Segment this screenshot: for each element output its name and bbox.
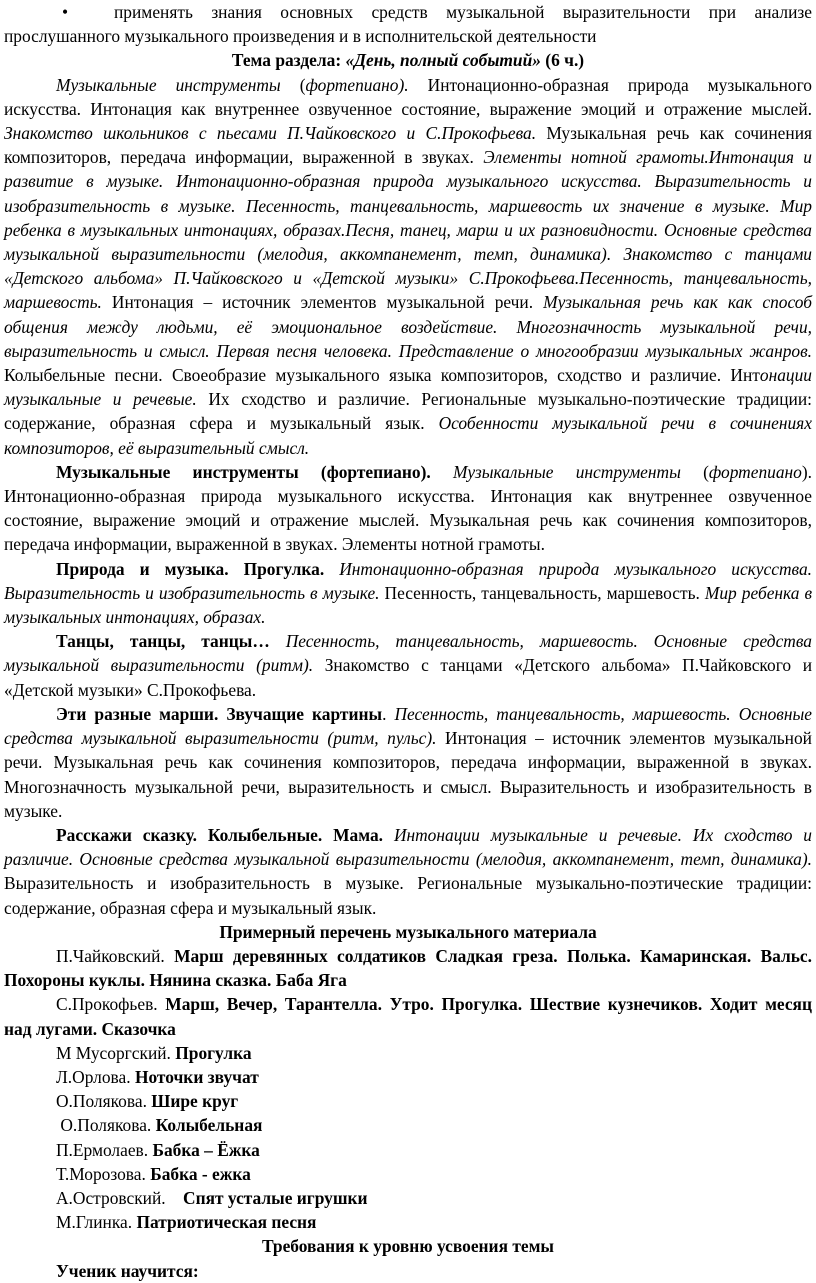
text-span: Мир ребенка в музыкальных интонациях, образах. [4, 582, 812, 628]
works-list: Шире круг [151, 1091, 239, 1112]
composer-name: М.Глинка. [56, 1212, 137, 1233]
repertoire-item [4, 1210, 812, 1234]
paragraph-instruments [4, 460, 812, 557]
text-span: онации музыкальные и речевые. [4, 365, 812, 410]
repertoire-item [4, 944, 812, 992]
works-list: Патриотическая песня [136, 1212, 317, 1233]
works-list: Колыбельная [155, 1115, 263, 1136]
works-list: Спят усталые игрушки [183, 1187, 368, 1208]
text-span: Песенность, танцевальность, маршевость. Основные средства музыкальной выразительности (ритм). [4, 631, 812, 676]
text-span: Интонационно-образная природа музыкального искусства. Выразительность и изобразительность в музыке. [4, 558, 812, 603]
text-span: Песенность, танцевальность, маршевость. Основные средства музыкальной выразительности (ритм, пульс). [4, 703, 812, 749]
text-span: Выразительность и изобразительность в музыке. Региональные музыкально-поэтические традиции: содержание, образная сфера и музыкальный язык. [4, 873, 812, 918]
works-list: Бабка - ежка [150, 1163, 251, 1184]
works-list: Марш, Вечер, Тарантелла. Утро. Прогулка. Шествие кузнечиков. Ходит месяц над лугами. Сказочка [4, 994, 812, 1039]
repertoire-item [4, 1138, 812, 1162]
composer-name: М Мусоргский. [56, 1042, 176, 1063]
requirements-heading-text: Требования к уровню усвоения темы [261, 1236, 555, 1257]
repertoire-heading [4, 920, 812, 944]
composer-name: Л.Орлова. [56, 1066, 135, 1087]
text-span: фортепиано [708, 461, 802, 482]
text-span: Колыбельные песни. Своеобразие музыкального языка композиторов, сходство и различие. Инт [4, 365, 760, 386]
text-span: Музыкальная речь как сочинения композиторов, передача информации, выраженной в звуках. [4, 123, 812, 168]
lesson-title: Танцы, танцы, танцы… [56, 631, 270, 652]
works-list: Прогулка [175, 1042, 252, 1063]
text-span: Интонации музыкальные и речевые. Их сходство и различие. Основные средства музыкальной выразительности (мелодия, аккомпанемент, темп, динамика). [4, 824, 813, 870]
paragraph-overview [4, 73, 812, 460]
text-span: Знакомство школьников с пьесами П.Чайковского и С.Прокофьева. [4, 123, 537, 144]
section-heading-title: «День, полный событий» [345, 50, 541, 71]
works-list: Ноточки звучат [134, 1066, 259, 1087]
paragraph-nature [4, 557, 812, 630]
repertoire-item [4, 992, 812, 1040]
paragraph-lullabies [4, 823, 812, 920]
text-span: Музыкальные инструменты [430, 461, 681, 482]
composer-name: А.Островский. [56, 1187, 184, 1208]
text-span: Музыкальная речь как как способ общения между людьми, её эмоциональное воздействие. Многозначность музыкальной речи, выразительность и смысл. Первая песня человека. Представление о многообразии музыкальных жанров. [4, 292, 813, 361]
text-span: Знакомство с танцами «Детского альбома» П.Чайковского и «Детской музыки» С.Прокофьева. [4, 655, 813, 700]
text-span: Элементы нотной грамоты.Интонация и развитие в музыке. Интонационно-образная природа музыкального искусства. Выразительность и изобразительность в музыке. Песенность, танцевальность, маршевость их значение в музыке. Мир ребенка в музыкальных интонациях, образах.Песня, танец, марш и их разновидности. Основные средства музыкальной выразительности (мелодия, аккомпанемент, темп, динамика). Знакомство с танцами «Детского альбома» П.Чайковского и «Детской музыки» С.Прокофьева.Песенность, танцевальность, маршевость. [4, 147, 812, 313]
repertoire-item [4, 1089, 812, 1113]
lesson-title: Эти разные марши. Звучащие картины [56, 703, 383, 724]
works-list: Марш деревянных солдатиков Сладкая греза. Полька. Камаринская. Вальс. Похороны куклы. Нянина сказка. Баба Яга [4, 945, 812, 991]
bullet-icon: • [62, 2, 69, 22]
composer-name: Т.Морозова. [56, 1163, 151, 1184]
composer-name: П.Ермолаев. [56, 1139, 153, 1160]
text-span: Песенность, танцевальность, маршевость. [379, 582, 700, 603]
composer-name: О.Полякова. [56, 1091, 152, 1112]
repertoire-item [4, 1041, 812, 1065]
composer-name: О.Полякова. [56, 1115, 156, 1136]
student-will-learn [4, 1259, 812, 1283]
lesson-title: Природа и музыка. Прогулка. [56, 558, 325, 579]
composer-name: П.Чайковский. [56, 945, 175, 966]
repertoire-item [4, 1113, 812, 1137]
section-heading-prefix: Тема раздела: [231, 50, 346, 71]
lesson-title: Музыкальные инструменты (фортепиано). [56, 461, 431, 482]
text-span: Музыкальные инструменты [56, 74, 281, 95]
text-span: Интонация – источник элементов музыкальной речи. Музыкальная речь как сочинения композиторов, передача информации, выраженной в звуках. Многозначность музыкальной речи, выразительность и смысл. Выразительность и изобразительность в музыке. [4, 728, 812, 821]
requirements-heading [4, 1234, 812, 1258]
text-span: ). Интонационно-образная природа музыкального искусства. Интонация как внутреннее озвученное состояние, выражение эмоций и отражение мыслей. Музыкальная речь как сочинения композиторов, передача информации, выраженной в звуках. Элементы нотной грамоты. [4, 461, 813, 555]
repertoire-item [4, 1186, 812, 1210]
paragraph-marches [4, 702, 812, 823]
text-span: Интонационно-образная природа музыкального искусства. Интонация как внутреннее озвученное состояние, выражение эмоций и отражение мыслей. [4, 74, 812, 119]
text-span: Их сходство и различие. Региональные музыкально-поэтические традиции: содержание, образная сфера и музыкальный язык. [4, 389, 812, 434]
section-heading [4, 48, 812, 72]
works-list: Бабка – Ёжка [152, 1139, 260, 1160]
repertoire-item [4, 1162, 812, 1186]
text-span: . [382, 703, 395, 724]
text-span: ( [680, 461, 709, 482]
text-span: Особенности музыкальной речи в сочинениях композиторов, её выразительный смысл. [4, 413, 812, 458]
repertoire-item [4, 1065, 812, 1089]
section-heading-suffix: (6 ч.) [540, 50, 585, 71]
student-will-learn-text: Ученик научится: [56, 1260, 199, 1281]
bullet-item [4, 0, 812, 48]
repertoire-heading-text: Примерный перечень музыкального материала [219, 921, 597, 942]
paragraph-dances [4, 629, 812, 702]
composer-name: С.Прокофьев. [56, 994, 166, 1015]
text-span: фортепиано). [305, 74, 409, 95]
bullet-text: применять знания основных средств музыкальной выразительности при анализе прослушанного музыкального произведения и в исполнительской деятельности [4, 2, 812, 47]
text-span: ( [280, 74, 306, 95]
lesson-title: Расскажи сказку. Колыбельные. Мама. [56, 824, 384, 845]
text-span: Интонация – источник элементов музыкальной речи. [101, 292, 544, 313]
